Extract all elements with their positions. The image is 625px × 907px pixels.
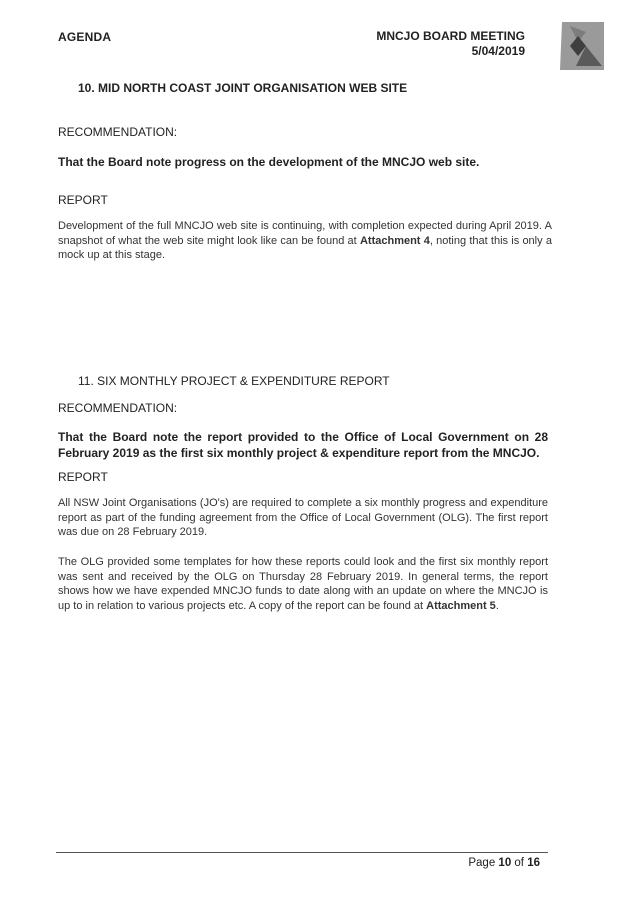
section-10-recommendation-heading: RECOMMENDATION: xyxy=(58,125,178,139)
section-10-recommendation-text: That the Board note progress on the development of the MNCJO web site. xyxy=(58,155,480,169)
footer-divider xyxy=(56,852,548,853)
section-10-report-text-part2: , noting that this is only a mock up at this stage. xyxy=(58,234,552,262)
meeting-date: 5/04/2019 xyxy=(471,44,525,58)
section-11-paragraph-2-text: The OLG provided some templates for how these reports could look and the first six monthly report was sent and received by the OLG on Thursday 28 February 2019. In general terms, the report shows how we have expended MNCJO funds to date along with an update on where the MNCJO is up to in relation to various projects etc. A copy of the report can be found at xyxy=(58,556,548,612)
section-11-paragraph-2-end: . xyxy=(495,599,499,612)
meeting-title: MNCJO BOARD MEETING xyxy=(376,29,525,43)
attachment-5-ref: Attachment 5 xyxy=(426,599,496,612)
section-11-report-heading: REPORT xyxy=(58,470,108,484)
meeting-header xyxy=(376,29,525,59)
agenda-label: AGENDA xyxy=(58,30,112,44)
section-11-paragraph-2 xyxy=(58,555,548,613)
page-of: of xyxy=(511,857,528,869)
section-11-title: 11. SIX MONTHLY PROJECT & EXPENDITURE REPORT xyxy=(78,374,390,388)
mncjo-logo-icon xyxy=(556,22,604,70)
attachment-4-ref: Attachment 4 xyxy=(359,234,430,247)
section-10-report-text-part1: Development of the full MNCJO web site is continuing, with completion expected during April 2019. A snapshot of what the web site might look like can be found at xyxy=(58,220,552,247)
section-11-recommendation-text: That the Board note the report provided to the Office of Local Government on 28 February 2019 as the first six monthly project & expenditure report from the MNCJO. xyxy=(58,430,548,460)
page-prefix: Page xyxy=(468,857,499,869)
page-total: 16 xyxy=(527,857,540,869)
section-10-title: 10. MID NORTH COAST JOINT ORGANISATION WEB SITE xyxy=(78,81,408,95)
section-11-recommendation-heading: RECOMMENDATION: xyxy=(58,401,178,415)
page-current: 10 xyxy=(498,857,512,869)
section-10-report-heading: REPORT xyxy=(58,193,108,207)
section-11-paragraph-1: All NSW Joint Organisations (JO's) are required to complete a six monthly progress and expenditure report as part of the funding agreement from the Office of Local Government (OLG). The first report was due on 28 February 2019. xyxy=(58,497,548,539)
page-number xyxy=(468,857,540,869)
section-10-report-text xyxy=(58,219,552,263)
